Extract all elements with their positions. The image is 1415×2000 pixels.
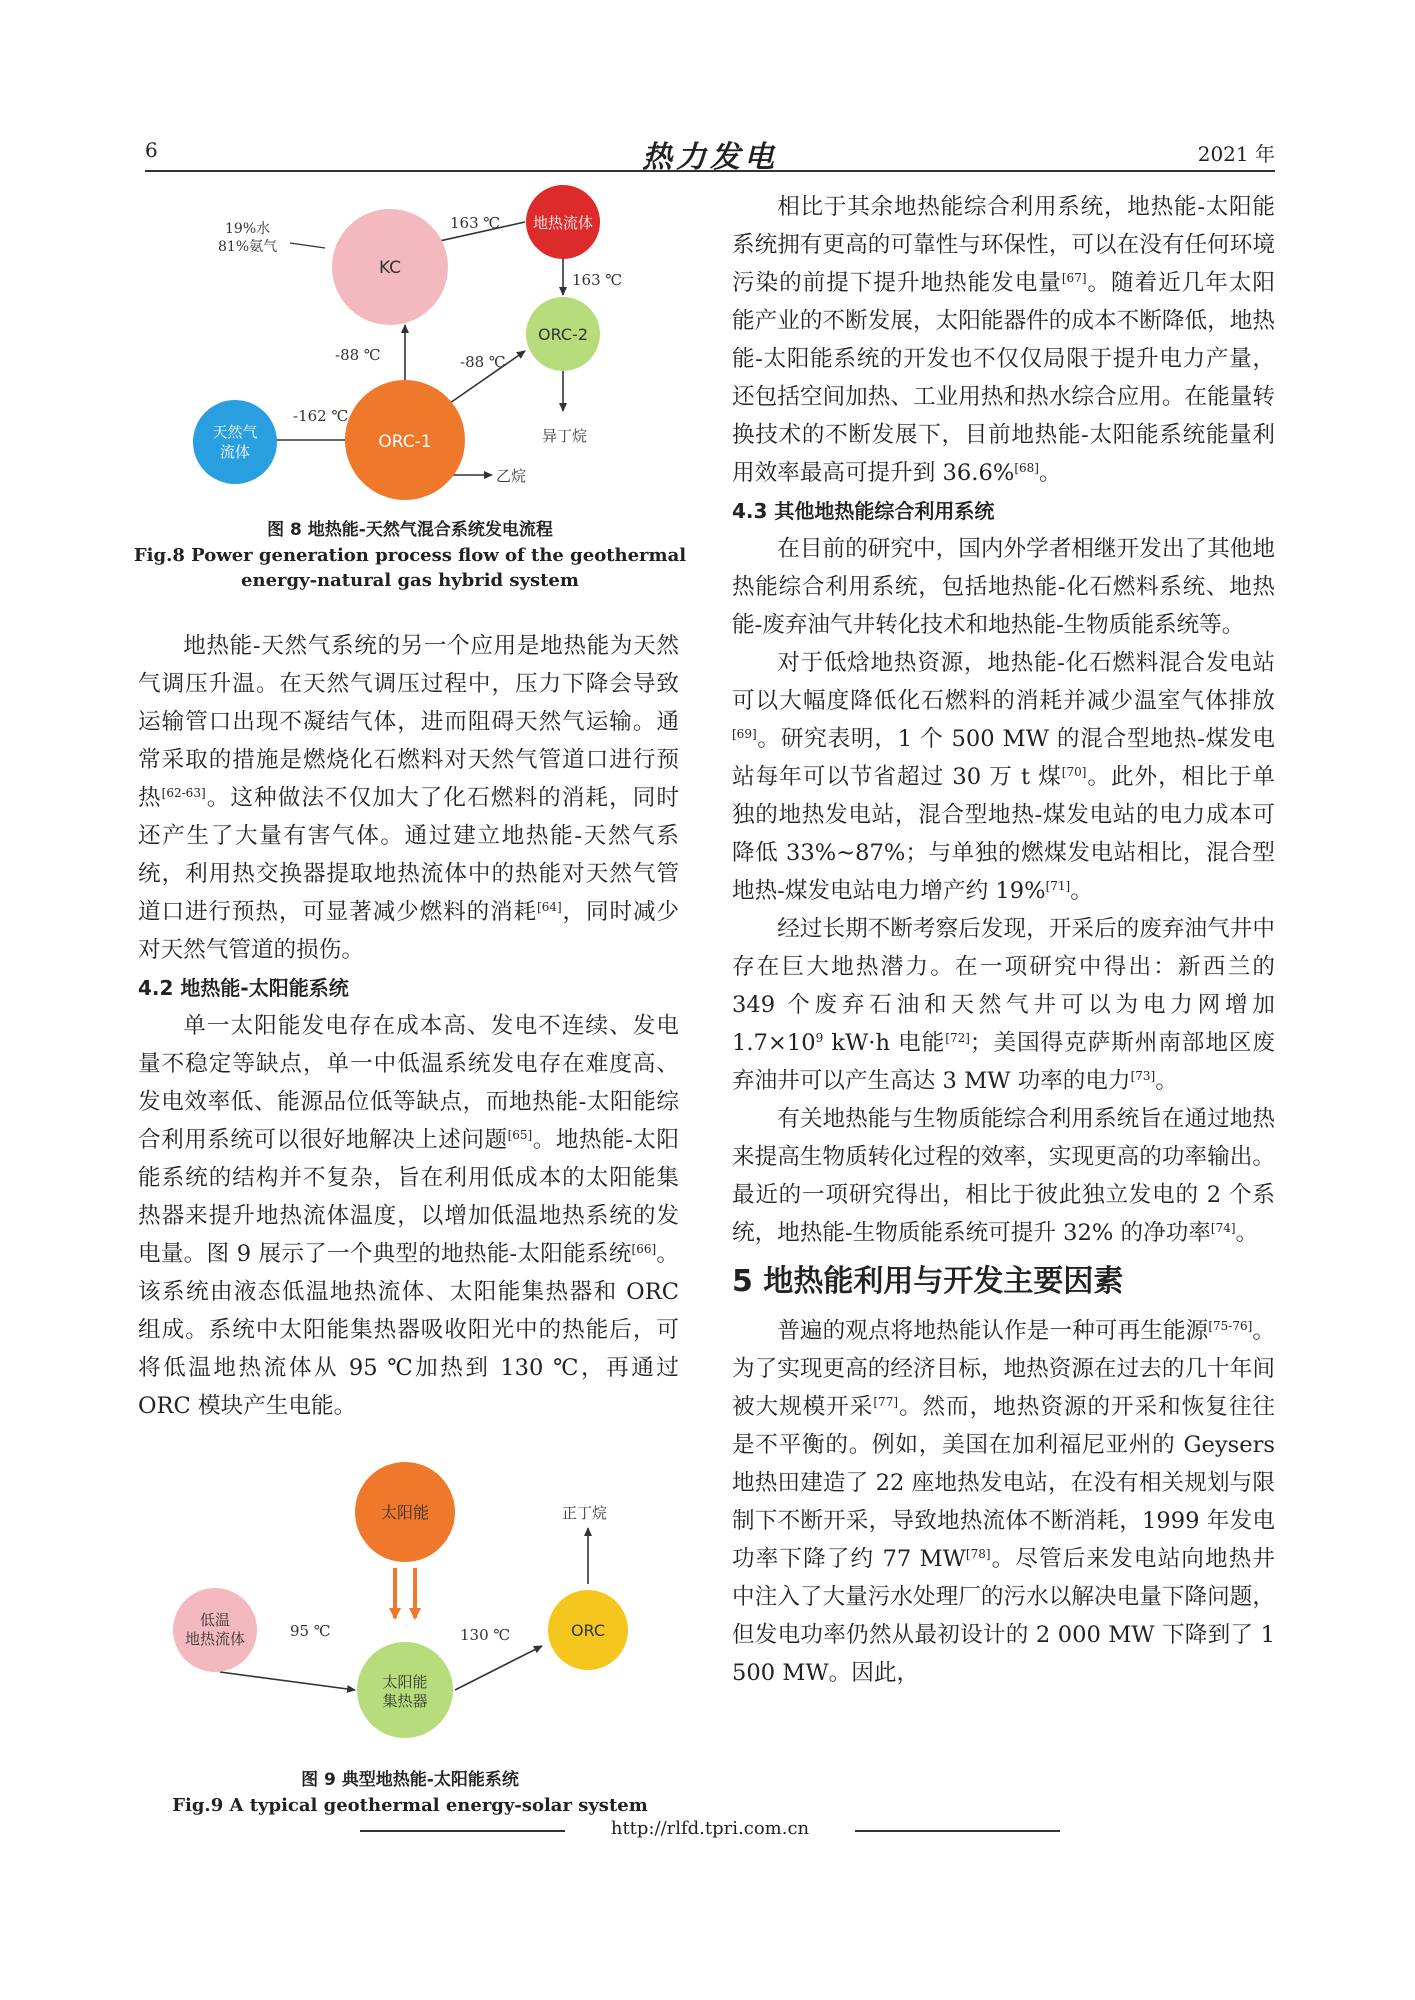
footer-rule-right bbox=[855, 1830, 1060, 1832]
arrow-lowtemp-to-collector bbox=[220, 1672, 355, 1690]
fig8-caption-en-2: energy-natural gas hybrid system bbox=[241, 570, 579, 591]
paragraph: 在目前的研究中，国内外学者相继开发出了其他地热能综合利用系统，包括地热能-化石燃料系统、地热能-废弃油气井转化技术和地热能-生物质能系统等。 bbox=[732, 536, 1275, 638]
arrow-collector-to-orc bbox=[455, 1646, 542, 1690]
ammonia-label: 81%氨气 bbox=[218, 239, 278, 255]
temp-minus88-left: -88 ℃ bbox=[335, 346, 381, 364]
fig8-caption bbox=[130, 518, 690, 593]
section-heading-4-2: 4.2 地热能-太阳能系统 bbox=[138, 976, 349, 1000]
paragraph: 单一太阳能发电存在成本高、发电不连续、发电量不稳定等缺点，单一中低温系统发电存在难度高、发电效率低、能源品位低等缺点，而地热能-太阳能综合利用系统可以很好地解决上述问题[65]。地热能-太阳能系统的结构并不复杂，旨在利用低成本的太阳能集热器来提升地热流体温度，以增加低温地热系统的发电量。图 9 展示了一个典型的地热能-太阳能系统[66]。该系统由液态低温地热流体、太阳能集热器和 ORC 组成。系统中太阳能集热器吸收阳光中的热能后，可将低温地热流体从 95 ℃加热到 130 ℃，再通过 ORC 模块产生电能。 bbox=[138, 1013, 680, 1419]
fig8-caption-en-1: Fig.8 Power generation process flow of the geothermal bbox=[133, 545, 687, 566]
orc1-label: ORC-1 bbox=[378, 432, 432, 452]
figure-9 bbox=[130, 1450, 690, 1825]
natural-gas-label-line1: 天然气 bbox=[212, 423, 258, 441]
temp-minus88-mid: -88 ℃ bbox=[460, 353, 506, 371]
right-column bbox=[732, 188, 1275, 1692]
header-rule bbox=[145, 170, 1275, 172]
journal-title: 热力发电 bbox=[642, 140, 778, 175]
butane-label: 正丁烷 bbox=[562, 1504, 608, 1522]
paragraph: 地热能-天然气系统的另一个应用是地热能为天然气调压升温。在天然气调压过程中，压力下降会导致运输管口出现不凝结气体，进而阻碍天然气运输。通常采取的措施是燃烧化石燃料对天然气管道口进行预热[62-63]。这种做法不仅加大了化石燃料的消耗，同时还产生了大量有害气体。通过建立地热能-天然气系统，利用热交换器提取地热流体中的热能对天然气管道口进行预热，可显著减少燃料的消耗[64]，同时减少对天然气管道的损伤。 bbox=[138, 633, 680, 963]
natural-gas-node bbox=[193, 400, 277, 484]
section-heading-4-3: 4.3 其他地热能综合利用系统 bbox=[732, 499, 995, 523]
solar-label: 太阳能 bbox=[380, 1503, 430, 1522]
isobutane-label: 异丁烷 bbox=[542, 427, 588, 445]
running-header bbox=[145, 134, 1275, 175]
collector-label-line2: 集热器 bbox=[382, 1692, 428, 1710]
paragraph: 相比于其余地热能综合利用系统，地热能-太阳能系统拥有更高的可靠性与环保性，可以在没有任何环境污染的前提下提升地热能发电量[67]。随着近几年太阳能产业的不断发展，太阳能器件的成本不断降低，地热能-太阳能系统的开发也不仅仅局限于提升电力产量，还包括空间加热、工业用热和热水综合应用。在能量转换技术的不断发展下，目前地热能-太阳能系统能量利用效率最高可提升到 36.6%[68]。 bbox=[732, 194, 1276, 486]
page-footer bbox=[360, 1818, 1060, 1848]
fig8-diagram bbox=[130, 185, 690, 515]
fig9-caption bbox=[130, 1768, 690, 1818]
water-label: 19%水 bbox=[225, 221, 271, 237]
temp-130: 130 ℃ bbox=[460, 1626, 511, 1644]
geothermal-fluid-label: 地热流体 bbox=[532, 214, 594, 232]
orc2-label: ORC-2 bbox=[537, 325, 589, 344]
section-heading-5: 5 地热能利用与开发主要因素 bbox=[732, 1264, 1124, 1299]
temp-163-top: 163 ℃ bbox=[450, 214, 501, 232]
figure-8 bbox=[130, 185, 690, 590]
fig9-caption-en: Fig.9 A typical geothermal energy-solar system bbox=[172, 1795, 648, 1816]
paragraph: 普遍的观点将地热能认作是一种可再生能源[75-76]。为了实现更高的经济目标，地热资源在过去的几十年间被大规模开采[77]。然而，地热资源的开采和恢复往往是不平衡的。例如，美国在加利福尼亚州的 Geysers 地热田建造了 22 座地热发电站，在没有相关规划与限制下不断开采，导致地热流体不断消耗，1999 年发电功率下降了约 77 MW[78]。尽管后来发电站向地热井中注入了大量污水处理厂的污水以解决电量下降问题，但发电功率仍然从最初设计的 2 000 MW 下降到了 1 500 MW。因此， bbox=[732, 1318, 1276, 1686]
fig8-caption-zh: 图 8 地热能-天然气混合系统发电流程 bbox=[267, 520, 553, 540]
footer-url[interactable]: http://rlfd.tpri.com.cn bbox=[610, 1818, 810, 1839]
temp-163-right: 163 ℃ bbox=[572, 271, 623, 289]
ethane-label: 乙烷 bbox=[496, 467, 527, 485]
left-column bbox=[138, 627, 679, 1425]
kc-label: KC bbox=[378, 258, 402, 278]
natural-gas-label-line2: 流体 bbox=[219, 443, 251, 461]
journal-year: 2021 年 bbox=[1197, 142, 1275, 166]
collector-label-line1: 太阳能 bbox=[382, 1673, 428, 1691]
paragraph: 对于低焓地热资源，地热能-化石燃料混合发电站可以大幅度降低化石燃料的消耗并减少温室气体排放[69]。研究表明，1 个 500 MW 的混合型地热-煤发电站每年可以节省超过 30 万 t 煤[70]。此外，相比于单独的地热发电站，混合型地热-煤发电站的电力成本可降低 33%~87%；与单独的燃煤发电站相比，混合型地热-煤发电站电力增产约 19%[71]。 bbox=[732, 650, 1276, 904]
orc-label: ORC bbox=[570, 1621, 606, 1640]
fig9-diagram bbox=[130, 1450, 690, 1750]
paragraph: 有关地热能与生物质能综合利用系统旨在通过地热来提高生物质转化过程的效率，实现更高的功率输出。最近的一项研究得出，相比于彼此独立发电的 2 个系统，地热能-生物质能系统可提升 32% 的净功率[74]。 bbox=[732, 1106, 1275, 1246]
fig9-caption-zh: 图 9 典型地热能-太阳能系统 bbox=[301, 1770, 519, 1790]
kc-label-pointer bbox=[290, 243, 325, 248]
paragraph: 经过长期不断考察后发现，开采后的废弃油气井中存在巨大地热潜力。在一项研究中得出：新西兰的 349 个废弃石油和天然气井可以为电力网增加 $1.7\times 10^9$ kW·h 电能[72]；美国得克萨斯州南部地区废弃油井可以产生高达 3 MW 功率的电力[73]。 bbox=[732, 916, 1276, 1094]
temp-minus162: -162 ℃ bbox=[293, 407, 349, 425]
low-temp-label-line2: 地热流体 bbox=[184, 1630, 246, 1648]
page-number: 6 bbox=[145, 138, 158, 162]
temp-95: 95 ℃ bbox=[290, 1622, 331, 1640]
low-temp-label-line1: 低温 bbox=[199, 1611, 231, 1629]
